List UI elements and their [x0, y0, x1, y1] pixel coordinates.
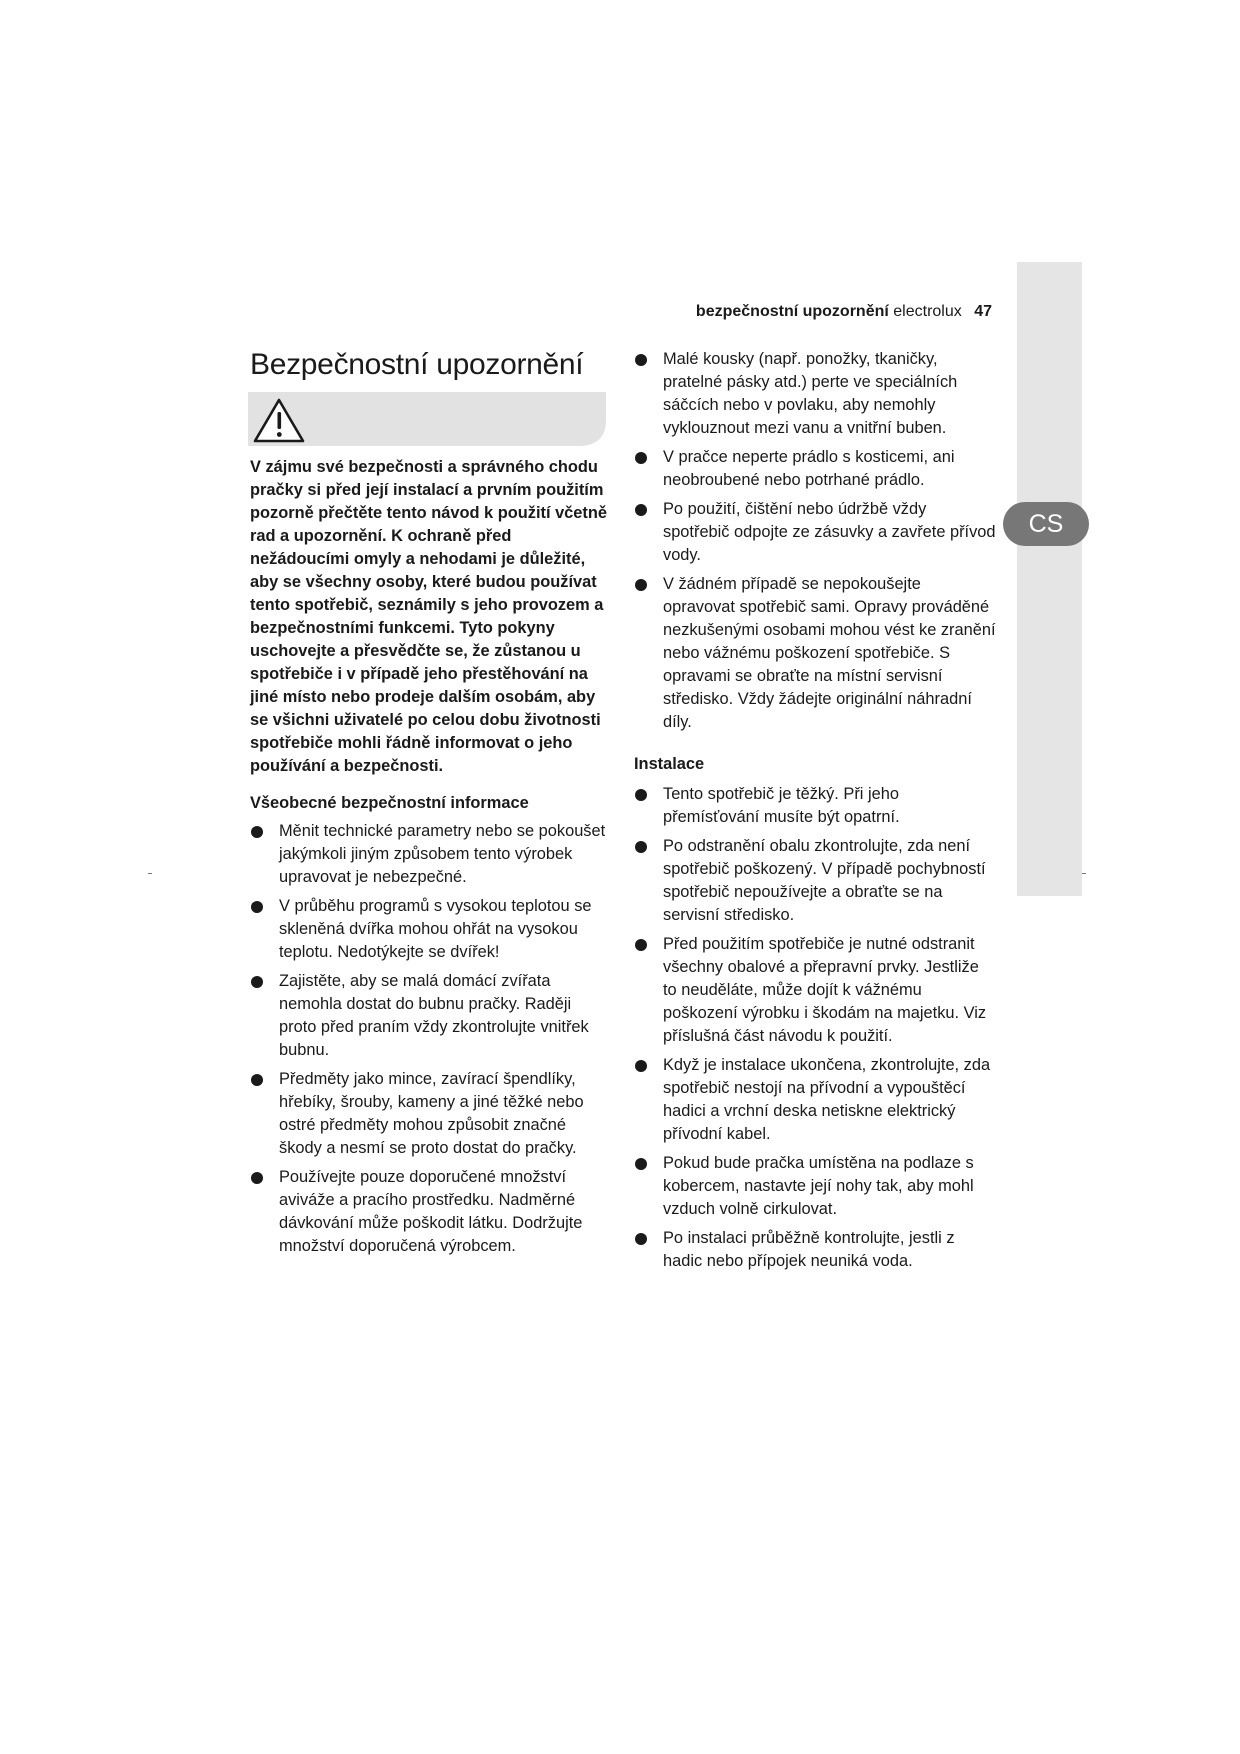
- bullet-icon: [635, 1060, 647, 1072]
- list-item-text: V průběhu programů s vysokou teplotou se skleněná dvířka mohou ohřát na vysokou teplotu. Nedotýkejte se dvířek!: [279, 897, 592, 961]
- page-number: 47: [974, 303, 992, 320]
- bullet-icon: [635, 789, 647, 801]
- list-item-text: Zajistěte, aby se malá domácí zvířata nemohla dostat do bubnu pračky. Raději proto před praním vždy zkontrolujte vnitřek bubnu.: [279, 972, 589, 1059]
- list-item-text: Po odstranění obalu zkontrolujte, zda není spotřebič poškozený. V případě pochybností spotřebič nepoužívejte a obraťte se na servisní středisko.: [663, 837, 986, 924]
- bullet-icon: [251, 1172, 263, 1184]
- right-safety-section: [634, 348, 996, 740]
- list-item-text: Malé kousky (např. ponožky, tkaničky, pratelné pásky atd.) perte ve speciálních sáčcích nebo v povlaku, aby nemohly vyklouznout mezi vanu a vnitřní buben.: [663, 350, 958, 437]
- bullet-icon: [635, 354, 647, 366]
- installation-list: [634, 783, 996, 1273]
- bullet-icon: [635, 1233, 647, 1245]
- list-item-text: Před použitím spotřebiče je nutné odstranit všechny obalové a přepravní prvky. Jestliže to neuděláte, může dojít k vážnému poškození výrobku i škodám na majetku. Viz příslušná část návodu k použití.: [663, 935, 987, 1045]
- list-item-text: Tento spotřebič je těžký. Při jeho přemísťování musíte být opatrní.: [663, 785, 900, 826]
- bullet-icon: [251, 1074, 263, 1086]
- bullet-icon: [635, 452, 647, 464]
- general-safety-list: [250, 820, 612, 1258]
- list-item: [250, 970, 612, 1062]
- header-brand: electrolux: [893, 303, 962, 320]
- general-safety-section: [250, 792, 612, 1264]
- general-safety-heading: Všeobecné bezpečnostní informace: [250, 794, 529, 812]
- list-item-text: Po použití, čištění nebo údržbě vždy spotřebič odpojte ze zásuvky a zavřete přívod vody.: [663, 500, 996, 564]
- list-item: [250, 895, 612, 964]
- page-title: Bezpečnostní upozornění: [250, 348, 584, 381]
- list-item: [634, 933, 996, 1048]
- list-item: [634, 1054, 996, 1146]
- installation-heading: Instalace: [634, 755, 705, 773]
- list-item-text: V žádném případě se nepokoušejte opravovat spotřebič sami. Opravy prováděné nezkušenými osobami mohou vést ke zranění nebo vážnému poškození spotřebiče. S opravami se obraťte na místní servisní středisko. Vždy žádejte originální náhradní díly.: [663, 575, 996, 731]
- list-item: [634, 573, 996, 734]
- bullet-icon: [635, 504, 647, 516]
- right-safety-list: [634, 348, 996, 734]
- running-header: [640, 303, 992, 321]
- list-item-text: Měnit technické parametry nebo se pokoušet jakýmkoli jiným způsobem tento výrobek upravovat je nebezpečné.: [279, 822, 606, 886]
- list-item-text: Předměty jako mince, zavírací špendlíky, hřebíky, šrouby, kameny a jiné těžké nebo ostré předměty mohou způsobit značné škody a nesmí se proto dostat do pračky.: [279, 1070, 584, 1157]
- list-item-text: Používejte pouze doporučené množství aviváže a pracího prostředku. Nadměrné dávkování může poškodit látku. Dodržujte množství doporučená výrobcem.: [279, 1168, 583, 1255]
- list-item: [250, 1068, 612, 1160]
- bullet-icon: [251, 901, 263, 913]
- installation-section: [634, 753, 996, 1279]
- language-badge: CS: [1003, 502, 1089, 546]
- bullet-icon: [635, 1158, 647, 1170]
- bullet-icon: [251, 826, 263, 838]
- bullet-icon: [635, 939, 647, 951]
- list-item-text: V pračce neperte prádlo s kosticemi, ani neobroubené nebo potrhané prádlo.: [663, 448, 955, 489]
- list-item: [634, 498, 996, 567]
- list-item: [634, 783, 996, 829]
- bullet-icon: [251, 976, 263, 988]
- list-item: [634, 348, 996, 440]
- bullet-icon: [635, 579, 647, 591]
- list-item-text: Když je instalace ukončena, zkontrolujte, zda spotřebič nestojí na přívodní a vypouštěcí hadici a vrchní deska netiskne elektrický přívodní kabel.: [663, 1056, 991, 1143]
- header-section: bezpečnostní upozornění: [695, 303, 889, 320]
- crop-mark-left: [148, 873, 152, 874]
- side-tab: [1017, 262, 1082, 896]
- bullet-icon: [635, 841, 647, 853]
- warning-banner: [248, 392, 606, 446]
- intro-text: V zájmu své bezpečnosti a správného chodu pračky si před její instalací a prvním použitím pozorně přečtěte tento návod k použití včetně rad a upozornění. K ochraně před nežádoucími omyly a nehodami je důležité, aby se všechny osoby, které budou používat tento spotřebič, seznámily s jeho provozem a bezpečnostními funkcemi. Tyto pokyny uschovejte a přesvědčte se, že zůstanou u spotřebiče i v případě jeho přestěhování na jiné místo nebo prodeje dalším osobám, aby se všichni uživatelé po celou dobu životnosti spotřebiče mohli řádně informovat o jeho používání a bezpečnosti.: [250, 458, 608, 775]
- list-item: [250, 820, 612, 889]
- list-item-text: Po instalaci průběžně kontrolujte, jestli z hadic nebo přípojek neuniká voda.: [663, 1229, 955, 1270]
- crop-mark-right: [1082, 873, 1086, 874]
- list-item-text: Pokud bude pračka umístěna na podlaze s kobercem, nastavte její nohy tak, aby mohl vzduch volně cirkulovat.: [663, 1154, 974, 1218]
- intro-paragraph: [250, 456, 612, 778]
- list-item: [634, 1152, 996, 1221]
- list-item: [634, 835, 996, 927]
- list-item: [634, 446, 996, 492]
- list-item: [250, 1166, 612, 1258]
- list-item: [634, 1227, 996, 1273]
